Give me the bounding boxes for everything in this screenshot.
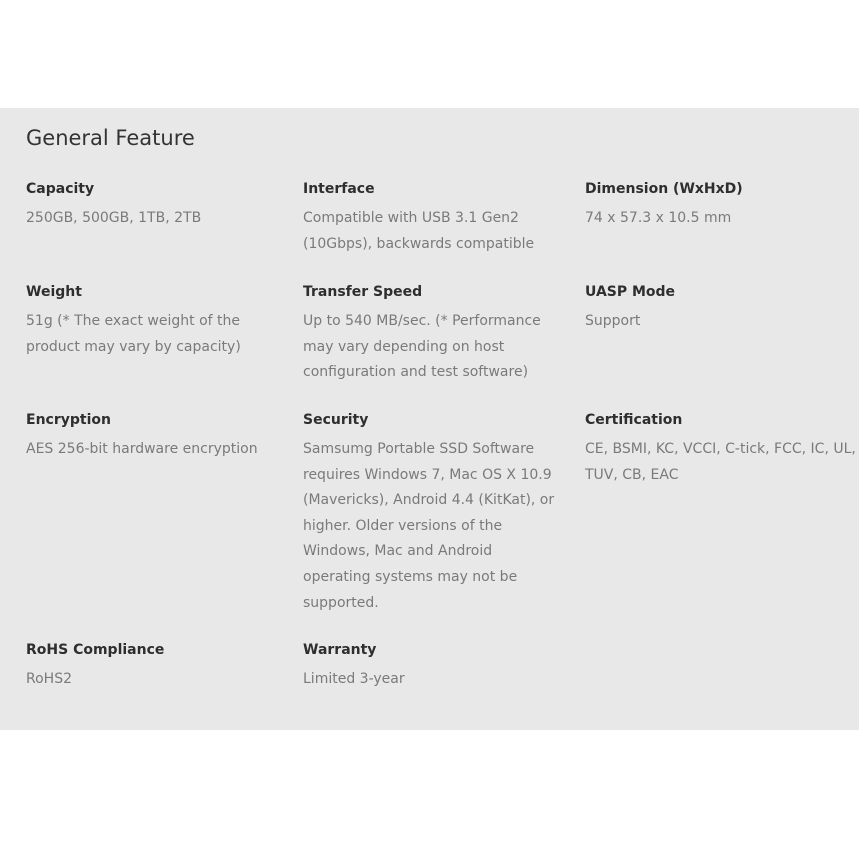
section-title: General Feature — [26, 126, 195, 150]
spec-warranty — [303, 641, 405, 693]
spec-capacity — [26, 180, 201, 232]
spec-label: Dimension (WxHxD) — [585, 181, 743, 197]
spec-label: RoHS Compliance — [26, 642, 165, 658]
spec-label: Interface — [303, 181, 375, 197]
spec-value: AES 256-bit hardware encryption — [26, 441, 258, 457]
spec-uasp-mode — [585, 283, 675, 335]
spec-certification — [585, 411, 856, 488]
spec-value: 74 x 57.3 x 10.5 mm — [585, 210, 732, 226]
spec-dimension — [585, 180, 743, 232]
spec-label: Weight — [26, 284, 82, 300]
spec-value: Support — [585, 313, 641, 329]
spec-label: Capacity — [26, 181, 95, 197]
spec-label: Certification — [585, 412, 683, 428]
spec-weight — [26, 283, 241, 360]
spec-rohs-compliance — [26, 641, 164, 693]
spec-value: RoHS2 — [26, 671, 72, 687]
spec-label: Security — [303, 412, 369, 428]
spec-value: Compatible with USB 3.1 Gen2 (10Gbps), backwards compatible — [303, 210, 535, 252]
spec-interface — [303, 180, 534, 257]
spec-value: 250GB, 500GB, 1TB, 2TB — [26, 210, 202, 226]
spec-security — [303, 411, 554, 616]
spec-value: Samsumg Portable SSD Software requires Windows 7, Mac OS X 10.9 (Mavericks), Android 4.4 (KitKat), or higher. Older versions of the Windows, Mac and Android operating systems may not be supported. — [303, 441, 555, 611]
spec-value: 51g (* The exact weight of the product may vary by capacity) — [26, 313, 241, 355]
spec-label: Encryption — [26, 412, 111, 428]
spec-value: Up to 540 MB/sec. (* Performance may vary depending on host configuration and test software) — [303, 313, 541, 381]
spec-value: CE, BSMI, KC, VCCI, C-tick, FCC, IC, UL, TUV, CB, EAC — [585, 441, 856, 483]
spec-label: UASP Mode — [585, 284, 676, 300]
spec-encryption — [26, 411, 258, 463]
spec-label: Warranty — [303, 642, 377, 658]
spec-value: Limited 3-year — [303, 671, 405, 687]
spec-transfer-speed — [303, 283, 541, 386]
spec-label: Transfer Speed — [303, 284, 423, 300]
